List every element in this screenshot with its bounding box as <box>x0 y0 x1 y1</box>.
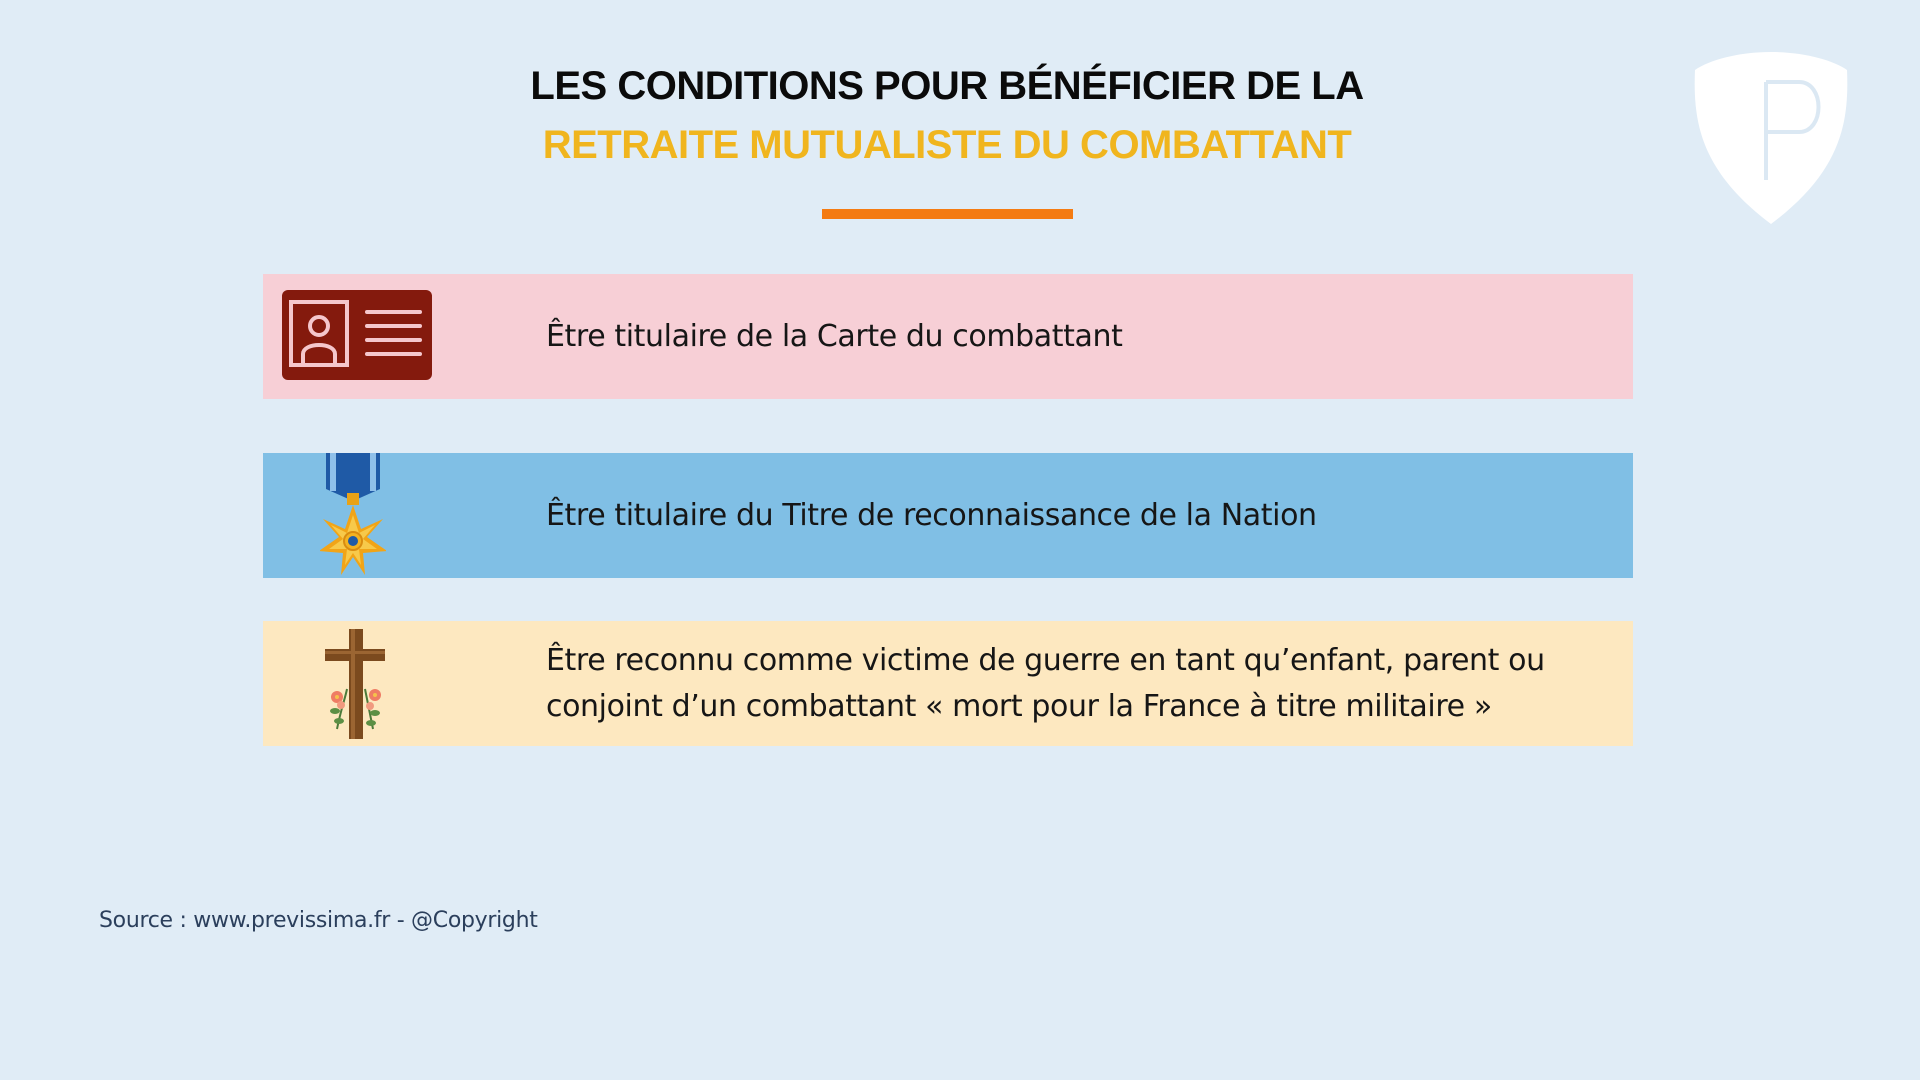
condition-text: Être titulaire de la Carte du combattant <box>546 318 1123 354</box>
condition-text: Être reconnu comme victime de guerre en tant qu’enfant, parent ou conjoint d’un combattant « mort pour la France à titre militaire » <box>546 642 1545 724</box>
condition-carte-combattant <box>263 274 1633 399</box>
cross-icon <box>323 629 387 739</box>
condition-victime-guerre <box>263 621 1633 746</box>
page-title: LES CONDITIONS POUR BÉNÉFICIER DE LA <box>530 64 1364 108</box>
id-card-icon <box>282 290 432 380</box>
title-underline <box>822 209 1073 219</box>
condition-text: Être titulaire du Titre de reconnaissance de la Nation <box>546 497 1317 533</box>
condition-titre-reconnaissance <box>263 453 1633 578</box>
medal-icon <box>320 453 386 578</box>
source-credit: Source : www.previssima.fr - @Copyright <box>99 908 538 933</box>
page-subtitle: RETRAITE MUTUALISTE DU COMBATTANT <box>542 123 1352 167</box>
previssima-logo-icon <box>1693 50 1849 226</box>
